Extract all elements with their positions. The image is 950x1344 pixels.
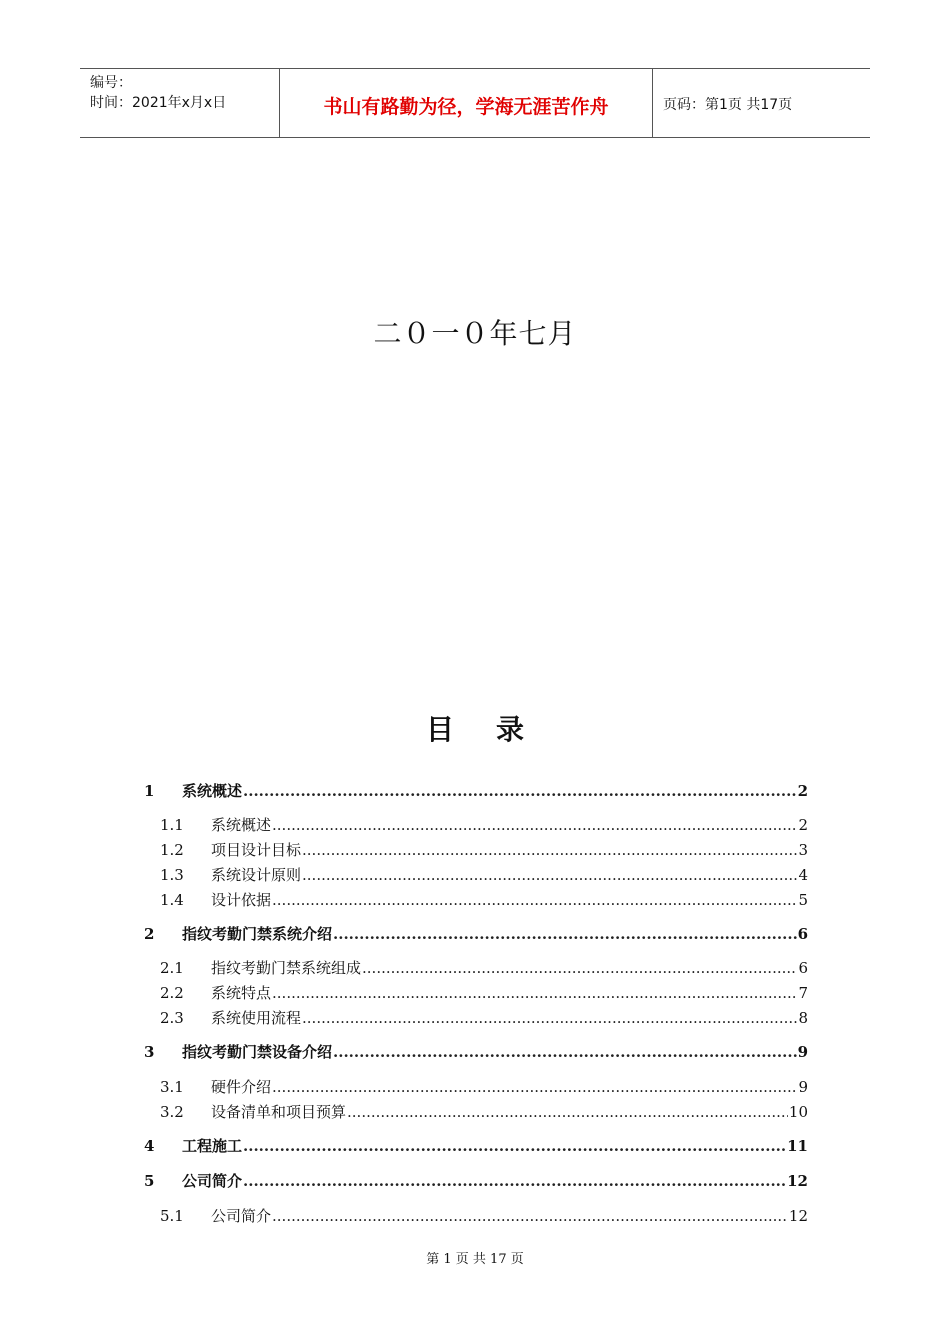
toc-entry[interactable] [140, 1135, 808, 1157]
toc-title [0, 708, 950, 748]
toc-entry[interactable] [140, 780, 808, 802]
toc-leader-dots [272, 816, 797, 834]
toc-entry-title: 系统概述 [182, 782, 243, 800]
toc-entry[interactable] [140, 957, 808, 979]
toc-entry-number: 2.3 [160, 1009, 184, 1027]
toc-entry-title: 设备清单和项目预算 [211, 1103, 347, 1121]
toc-entry-page: 11 [787, 1137, 808, 1155]
toc-entry-page: 12 [787, 1172, 808, 1190]
toc-leader-dots [272, 984, 797, 1002]
toc-leader-dots [272, 1078, 797, 1096]
toc-entry-number: 1 [144, 782, 155, 800]
toc-entry-page: 3 [798, 841, 808, 859]
toc-entry-number: 4 [144, 1137, 155, 1155]
toc-entry-number: 2 [144, 925, 155, 943]
toc-entry-page: 6 [798, 959, 808, 977]
toc-entry[interactable] [140, 1076, 808, 1098]
toc-entry-title: 设计依据 [211, 891, 272, 909]
page-header [80, 68, 870, 138]
toc-entry[interactable] [140, 982, 808, 1004]
toc-leader-dots [302, 1009, 797, 1027]
toc-entry-title: 指纹考勤门禁设备介绍 [182, 1043, 333, 1061]
number-label: 编号： [90, 75, 132, 91]
header-page-info: 页码：第1页 共17页 [663, 97, 793, 113]
toc-entry-page: 5 [798, 891, 808, 909]
toc-entry-number: 2.2 [160, 984, 184, 1002]
toc-entry[interactable] [140, 839, 808, 861]
toc-leader-dots [347, 1103, 788, 1121]
header-left-cell [80, 69, 280, 137]
toc-entry-title: 指纹考勤门禁系统组成 [211, 959, 362, 977]
toc-entry-title: 公司简介 [211, 1207, 272, 1225]
toc-entry-number: 5.1 [160, 1207, 184, 1225]
toc-entry[interactable] [140, 1007, 808, 1029]
toc-title-left: 目 [425, 713, 454, 746]
toc-entry-title: 公司简介 [182, 1172, 243, 1190]
toc-entry-number: 1.4 [160, 891, 184, 909]
toc-leader-dots [272, 1207, 788, 1225]
toc-leader-dots [302, 866, 797, 884]
toc-entry-number: 1.1 [160, 816, 184, 834]
toc-entry-page: 9 [797, 1043, 808, 1061]
toc-entry-page: 2 [798, 816, 808, 834]
toc-entry[interactable] [140, 889, 808, 911]
toc-entry-page: 6 [797, 925, 808, 943]
toc-entry-page: 10 [788, 1103, 808, 1121]
toc-entry[interactable] [140, 864, 808, 886]
toc-entry-title: 工程施工 [182, 1137, 243, 1155]
toc-entry-number: 3.2 [160, 1103, 184, 1121]
toc-entry[interactable] [140, 814, 808, 836]
toc-entry-number: 1.3 [160, 866, 184, 884]
toc-entry-page: 2 [797, 782, 808, 800]
toc-leader-dots [362, 959, 797, 977]
toc-entry[interactable] [140, 1205, 808, 1227]
header-motto: 书山有路勤为径，学海无涯苦作舟 [280, 69, 653, 137]
toc-entry-title: 指纹考勤门禁系统介绍 [182, 925, 333, 943]
toc-leader-dots [243, 1172, 786, 1190]
toc-entry[interactable] [140, 1170, 808, 1192]
time-label: 时间：2021年x月x日 [90, 95, 227, 111]
date-title: 二０一０年七月 [373, 317, 577, 350]
toc-entry-title: 系统设计原则 [211, 866, 302, 884]
toc-entry-title: 硬件介绍 [211, 1078, 272, 1096]
toc-entry[interactable] [140, 1101, 808, 1123]
toc-entry-page: 8 [798, 1009, 808, 1027]
toc-entry[interactable] [140, 1041, 808, 1063]
page-footer: 第 1 页 共 17 页 [426, 1252, 524, 1267]
toc-entry-title: 项目设计目标 [211, 841, 302, 859]
toc-entry[interactable] [140, 923, 808, 945]
toc-entry-number: 1.2 [160, 841, 184, 859]
toc-leader-dots [333, 925, 797, 943]
toc-leader-dots [333, 1043, 797, 1061]
toc-entry-page: 12 [788, 1207, 808, 1225]
toc-leader-dots [302, 841, 797, 859]
toc-entry-page: 9 [798, 1078, 808, 1096]
toc-entry-title: 系统概述 [211, 816, 272, 834]
toc-leader-dots [243, 782, 797, 800]
toc-entry-number: 3.1 [160, 1078, 184, 1096]
toc-entry-number: 2.1 [160, 959, 184, 977]
toc-entry-number: 3 [144, 1043, 155, 1061]
toc-entry-page: 7 [798, 984, 808, 1002]
toc-title-right: 录 [496, 713, 525, 746]
toc-entry-title: 系统使用流程 [211, 1009, 302, 1027]
toc-entry-title: 系统特点 [211, 984, 272, 1002]
toc-leader-dots [272, 891, 797, 909]
toc-entry-page: 4 [798, 866, 808, 884]
toc-leader-dots [243, 1137, 786, 1155]
toc-entry-number: 5 [144, 1172, 155, 1190]
